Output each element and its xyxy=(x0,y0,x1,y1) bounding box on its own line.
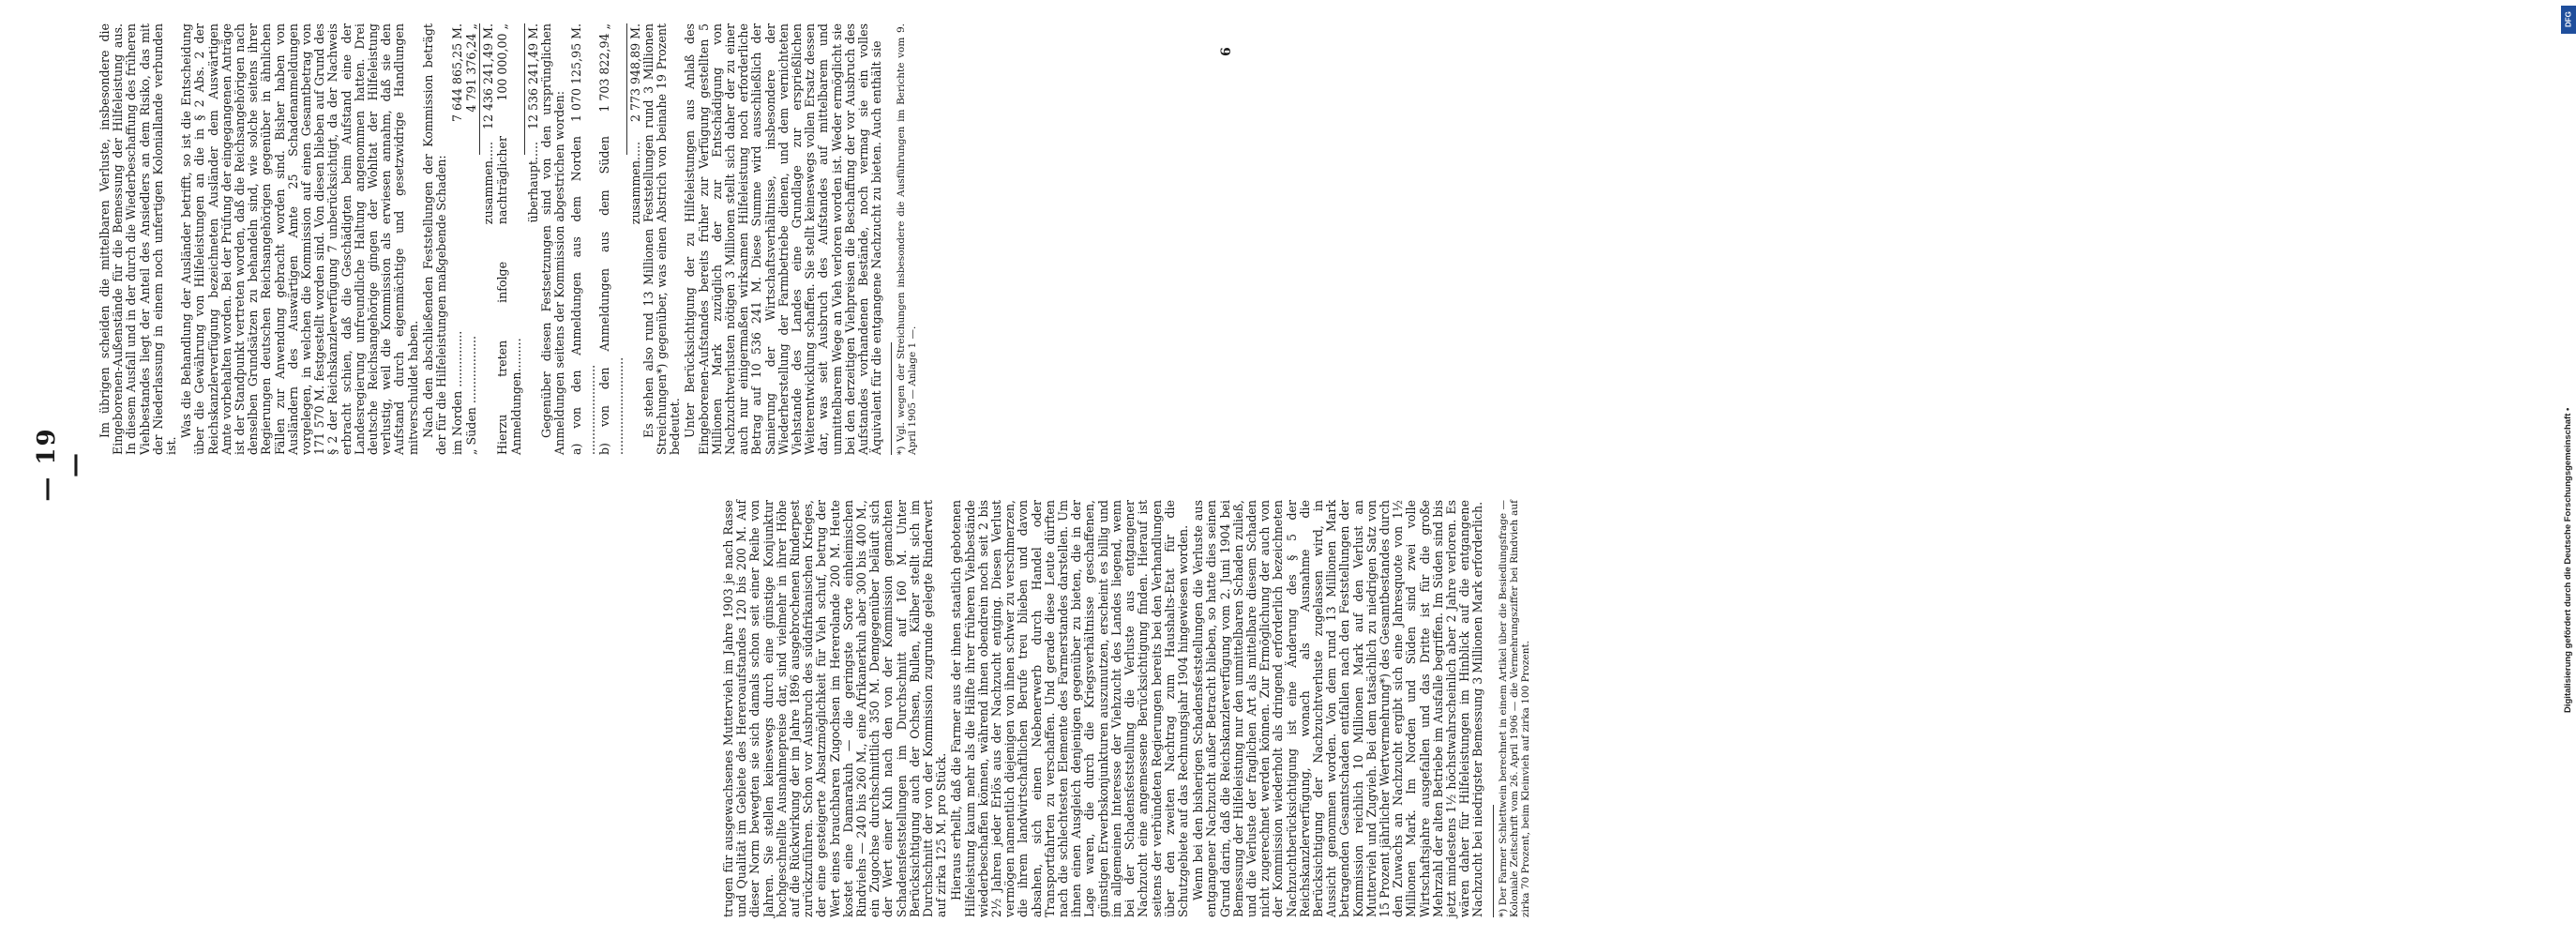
calc-total-row xyxy=(526,23,540,455)
sum-rule xyxy=(524,23,525,155)
calc-value: 12 436 241,49 M. xyxy=(481,23,496,130)
page-number-header: — 19 — xyxy=(33,427,89,502)
calc-label: überhaupt..... xyxy=(526,142,541,223)
calc-label: b) von den Anmeldungen aus dem Süden .......................... xyxy=(596,136,625,455)
page-footer-number: 6 xyxy=(1219,47,1234,56)
calc-label: zusammen..... xyxy=(627,142,642,225)
paragraph: Unter Berücksichtigung der zu Hilfeleistungen aus Anlaß des Eingeborenen-Aufstandes bereits früher zur Verfügung gestellten 5 Millionen Mark zuzüglich der zur Entschädigung von Nachzuchtverlusten nötigen 3 Millionen stellt sich daher der zu einer auch nur einigermaßen wirksamen Hilfeleistung noch erforderliche Betrag auf 10 536 241 M. Diese Summe wird ausschließlich der Sanierung der Wirtschaftsverhältnisse, insbesondere der Wiederherstellung der Farmbetriebe dienen, und dem vernichteten Viehstande des Landes eine Grundlage zur ersprießlichen Weiterentwicklung schaffen. Sie stellt keineswegs vollen Ersatz dessen dar, was seit Ausbruch des Aufstandes auf mittelbarem und unmittelbarem Wege an Vieh verloren worden ist. Weder ermöglicht sie bei den derzeitigen Viehpreisen die Beschaffung der vor Ausbruch des Aufstandes vorhandenen Bestände, noch vermag sie ein volles Äquivalent für die entgangene Nachzucht zu bieten. Auch enthält sie xyxy=(683,23,884,455)
deduction-calculation xyxy=(569,23,642,455)
paragraph: Hieraus erhellt, daß die Farmer aus der ihnen staatlich gebotenen Hilfeleistung kaum mehr als die Hälfte ihrer früheren Viehbestände wiederbeschaffen können, während ihnen obendrein noch seit 2 bis 2½ Jahren jeder Erlös aus der Nachzucht entging. Diesen Verlust vermögen namentlich diejenigen von ihnen schwer zu verschmerzen, die ihrem landwirtschaftlichen Berufe treu blieben und davon absahen, sich einen Nebenerwerb durch Handel oder Transportfahrten zu verschaffen. Und gerade diese Leute dürften nach die schlechtesten Elemente des Farmerstandes darstellen. Um ihnen einen Ausgleich denjenigen gegenüber zu bieten, die in der Lage waren, die durch die Kriegsverhältnisse geschaffenen, günstigen Erwerbskonjunkturen auszunutzen, erscheint es billig und im allgemeinen Interesse der Viehzucht des Landes liegend, wenn bei der Schadensfeststellung die Verluste aus entgangener Nachzucht eine angemessene Berücksichtigung finden. Hierauf ist seitens der verbündeten Regierungen bereits bei den Verhandlungen über den zweiten Nachtrag zum Haushalts-Etat für die Schutzgebiete auf das Rechnungsjahr 1904 hingewiesen worden. xyxy=(949,500,1190,917)
paragraph: trugen für ausgewachsenes Muttervieh im Jahre 1903 je nach Rasse und Qualität im Gebiete des Hereroaufstandes 120 bis 200 M. Auf dieser Norm bewegten sie sich damals schon seit einer Reihe von Jahren. Sie stellen keineswegs durch eine günstige Konjunktur hochgeschnellte Ausnahmepreise dar, sind vielmehr in ihrer Höhe auf die Rückwirkung der im Jahre 1896 ausgebrochenen Rinderpest zurückzuführen. Schon vor Ausbruch des südafrikanischen Krieges, der eine gesteigerte Absatzmöglichkeit für Vieh schuf, betrug der Wert eines brauchbaren Zugochsen im Hererolande 200 M. Heute kostet eine Damarakuh — die geringste Sorte einheimischen Rindviehs — 240 bis 260 M., eine Afrikanerkuh aber 300 bis 400 M., ein Zugochse durchschnittlich 350 M. Demgegenüber beläuft sich der Wert einer Kuh nach den von der Kommission gemachten Schadensfeststellungen im Durchschnitt auf 160 M. Unter Berücksichtigung auch der Ochsen, Bullen, Kälber stellt sich im Durchschnitt der von der Kommission zugrunde gelegte Rinderwert auf zirka 125 M. pro Stück. xyxy=(721,500,949,917)
calc-value: 4 791 376,24 „ xyxy=(464,23,479,113)
calc-value: 2 773 948,89 M. xyxy=(627,23,642,123)
calc-sum-row xyxy=(628,23,642,455)
damage-calculation xyxy=(450,23,540,455)
footnote: *) Vgl. wegen der Streichungen insbesondere die Ausführungen im Berichte vom 9. April 1905 — Anlage 1 —. xyxy=(896,23,919,455)
calc-label: „ Süden .................. xyxy=(464,336,479,455)
paragraph: Nach den abschließenden Feststellungen der Kommission beträgt der für die Hilfeleistungen maßgebende Schaden: xyxy=(420,23,449,455)
calc-label: a) von den Anmeldungen aus dem Norden ........................ xyxy=(568,136,597,455)
calc-label: Hierzu treten infolge nachträglicher Anmeldungen......... xyxy=(495,136,524,455)
calc-value: 1 070 125,95 M. xyxy=(568,23,583,123)
paragraph: Was die Behandlung der Ausländer betrifft, so ist die Entscheidung über die Gewährung von Hilfeleistungen an die in § 2 Abs. 2 der Reichskanzlerverfügung bezeichneten Ausländer dem Auswärtigen Amte vorbehalten worden. Bei der Prüfung der eingegangenen Anträge ist der Standpunkt vertreten worden, daß die Reichsangehörigen nach denselben Grundsätzen zu behandeln sind, wie solche seitens ihrer Regierungen deutschen Reichsangehörigen gegenüber in ähnlichen Fällen zur Anwendung gebracht worden sind. Bisher haben von Ausländern des Auswärtigen Amte 25 Schadenanmeldungen vorgelegen, in welchen die Kommission auf einen Gesamtbetrag von 171 570 M. festgestellt worden sind. Von diesen blieben auf Grund des § 2 der Reichskanzlerverfügung 7 unberücksichtigt, da der Nachweis erbracht schien, daß die Geschädigten beim Aufstand eine der Landesregierung unfreundliche Haltung angenommen hatten. Drei deutsche Reichsangehörige gingen der Wohltat der Hilfeleistung verlustig, weil die Kommission als erwiesen annahm, daß sie den Aufstand durch eigenmächtige und gesetzwidrige Handlungen mitverschuldet haben. xyxy=(179,23,420,455)
footnote: *) Der Farmer Schlettwein berechnet in einem Artikel über die Besiedlungsfrage — Koloniale Zeitschrift vom 26. April 1906 — die Vermehrungsziffer bei Rindvieh auf zirka 70 Prozent, beim Kleinvieh auf zirka 100 Prozent. xyxy=(1497,500,1531,917)
calc-value: 12 536 241,49 M. xyxy=(526,23,541,130)
calc-sum-row xyxy=(481,23,495,455)
right-text-column xyxy=(98,23,918,455)
sum-rule xyxy=(626,23,627,155)
paragraph: Gegenüber diesen Festsetzungen sind von den ursprünglichen Anmeldungen seitens der Kommission abgestrichen worden: xyxy=(539,23,567,455)
paragraph: Wenn bei den bisherigen Schadensfeststellungen die Verluste aus entgangener Nachzucht außer Betracht blieben, so hatte dies seinen Grund darin, daß die Reichskanzlerverfügung vom 2. Juni 1904 bei Bemessung der Hilfeleistung nur den unmittelbaren Schaden zuließ, und die Verluste der fraglichen Art als mittelbare diesem Schaden nicht zugerechnet werden können. Zur Ermöglichung der auch von der Kommission wiederholt als dringend erforderlich bezeichneten Nachzuchtberücksichtigung ist eine Änderung des § 5 der Reichskanzlerverfügung, wonach als Ausnahme die Berücksichtigung der Nachzuchtverluste zugelassen wird, in Aussicht genommen worden. Von dem rund 13 Millionen Mark betragenden Gesamtschaden entfallen nach den Feststellungen der Kommission reichlich 10 Millionen Mark auf den Verlust an Muttervieh und Zugvieh. Bei dem tatsächlich zu niedrigen Satz von 15 Prozent jährlicher Wertvermehrung*) des Gesamtbestandes durch den Zuwachs an Nachzucht ergibt sich eine Jahresquote von 1½ Millionen Mark. Im Norden und Süden sind zwei volle Wirtschaftsjahre ausgefallen und das Dritte ist für die große Mehrzahl der alten Betriebe im Ausfalle begriffen. Im Süden sind bis jetzt mindestens 1½ höchstwahrscheinlich aber 2 Jahre verloren. Es wären daher für Hilfeleistungen im Hinblick auf die entgangene Nachzucht bei niedrigster Bemessung 3 Millionen Mark erforderlich. xyxy=(1191,500,1485,917)
calc-value: 7 644 865,25 M. xyxy=(450,23,465,123)
calc-row xyxy=(495,23,523,455)
footnote-divider xyxy=(1493,805,1494,917)
calc-value: 1 703 822,94 „ xyxy=(596,23,611,113)
calc-row xyxy=(569,23,597,455)
dfg-credit-text: Digitalisierung gefördert durch die Deutsche Forschungsgemeinschaft • xyxy=(2563,407,2573,713)
calc-row xyxy=(450,23,464,455)
calc-row xyxy=(464,23,478,455)
dfg-logo-icon: DFG xyxy=(2561,6,2576,34)
footnote-divider xyxy=(891,342,892,455)
left-text-column xyxy=(722,500,1531,917)
calc-label: im Norden ............... xyxy=(450,330,465,455)
sum-rule xyxy=(479,23,480,155)
paragraph: Im übrigen scheiden die mittelbaren Verluste, insbesondere die Eingeborenen-Außenstände für die Bemessung der Hilfeleistung aus. In diesem Ausfall und in der durch die Wiederbeschaffung des früheren Viehbestandes liegt der Anteil des Ansiedlers an dem Risiko, das mit der Niederlassung in einem noch unfertigen Koloniallande verbunden ist. xyxy=(98,23,179,455)
paragraph: Es stehen also rund 13 Millionen Feststellungen rund 3 Millionen Streichungen*) gegenüber, was einen Abstrich von beinahe 19 Prozent bedeutet. xyxy=(640,23,683,455)
calc-label: zusammen..... xyxy=(481,142,496,225)
calc-row xyxy=(597,23,625,455)
calc-value: 100 000,00 „ xyxy=(495,23,510,101)
